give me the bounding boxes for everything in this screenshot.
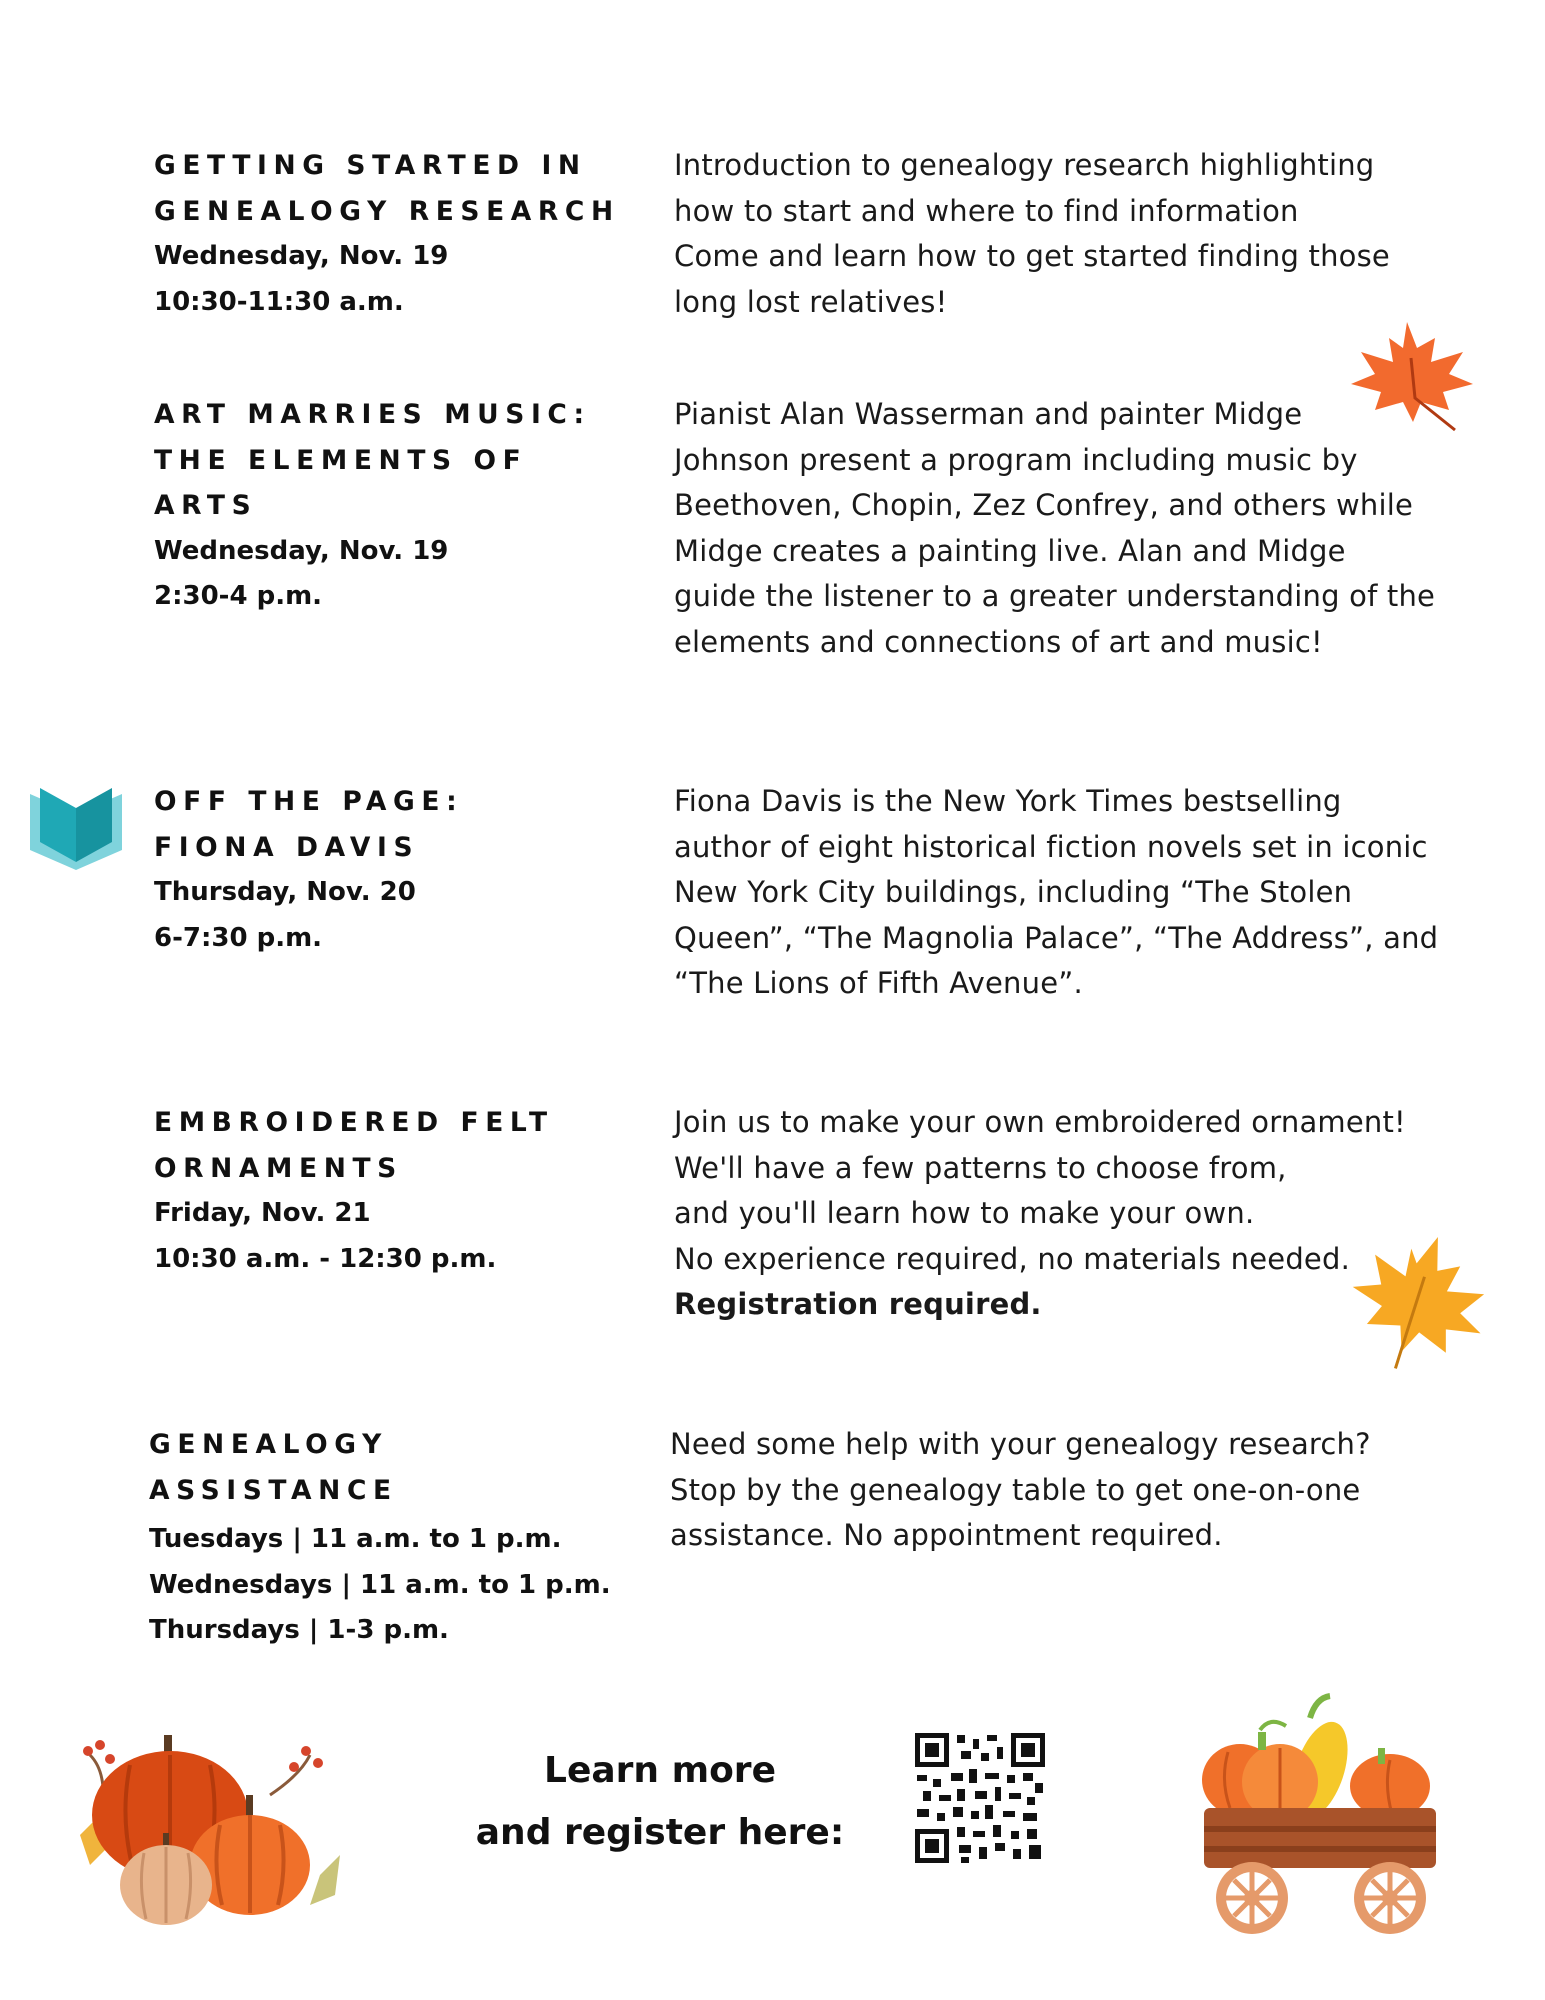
event-title-line: EMBROIDERED FELT — [154, 1107, 554, 1138]
schedule-line: Tuesdays | 11 a.m. to 1 p.m. — [149, 1524, 562, 1554]
qr-code-icon[interactable] — [915, 1733, 1045, 1863]
maple-leaf-red-icon — [1345, 318, 1475, 436]
cta-line-1: Learn more — [544, 1750, 776, 1791]
description-line: Stop by the genealogy table to get one-on-one — [670, 1472, 1361, 1507]
event-title-line: GETTING STARTED IN — [154, 150, 587, 181]
description-line: Queen”, “The Magnolia Palace”, “The Address”, and — [674, 920, 1439, 955]
event-time: 10:30-11:30 a.m. — [154, 286, 404, 317]
event-date: Wednesday, Nov. 19 — [154, 535, 449, 566]
description-line: guide the listener to a greater understanding of the — [674, 579, 1436, 613]
event-title-line: ASSISTANCE — [149, 1474, 398, 1506]
description-line: New York City buildings, including “The Stolen — [674, 875, 1353, 909]
event-date: Friday, Nov. 21 — [154, 1198, 371, 1228]
maple-leaf-yellow-icon — [1340, 1225, 1490, 1375]
event-title-line: FIONA DAVIS — [154, 831, 420, 863]
description-line: author of eight historical fiction novels set in iconic — [674, 829, 1428, 864]
description-line: Need some help with your genealogy research? — [670, 1427, 1371, 1461]
event-title-line: GENEALOGY — [149, 1429, 388, 1460]
event-title-line: THE ELEMENTS OF — [154, 444, 528, 476]
event-description — [674, 1100, 1414, 1328]
schedule-line: Wednesdays | 11 a.m. to 1 p.m. — [149, 1569, 611, 1600]
description-line: how to start and where to find information — [674, 193, 1299, 228]
schedule-line: Thursdays | 1-3 p.m. — [149, 1615, 449, 1645]
cta-text — [470, 1740, 850, 1864]
description-line: elements and connections of art and music! — [674, 624, 1323, 659]
event-description — [670, 1422, 1410, 1559]
event-date: Wednesday, Nov. 19 — [154, 241, 449, 271]
description-line: Johnson present a program including music by — [674, 442, 1358, 477]
event-time: 6-7:30 p.m. — [154, 922, 323, 953]
registration-required: Registration required. — [674, 1287, 1042, 1321]
event-info — [154, 779, 624, 961]
description-line: “The Lions of Fifth Avenue”. — [674, 966, 1083, 1000]
description-line: No experience required, no materials needed. — [674, 1241, 1350, 1276]
cta-line-2: and register here: — [475, 1812, 845, 1853]
description-line: assistance. No appointment required. — [670, 1518, 1223, 1552]
description-line: Fiona Davis is the New York Times bestselling — [674, 784, 1342, 818]
event-title-line: GENEALOGY RESEARCH — [154, 195, 620, 227]
description-line: Join us to make your own embroidered ornament! — [674, 1105, 1406, 1139]
event-info — [149, 1422, 619, 1654]
event-date: Thursday, Nov. 20 — [154, 877, 416, 907]
event-title-line: ARTS — [154, 490, 258, 521]
event-description — [674, 779, 1439, 1007]
event-description — [674, 392, 1436, 665]
description-line: Introduction to genealogy research highlighting — [674, 148, 1375, 182]
event-info — [154, 1100, 624, 1282]
event-title-line: ORNAMENTS — [154, 1152, 403, 1184]
event-time: 10:30 a.m. - 12:30 p.m. — [154, 1243, 497, 1274]
event-title-line: ART MARRIES MUSIC: — [154, 399, 591, 430]
description-line: Pianist Alan Wasserman and painter Midge — [674, 397, 1303, 431]
description-line: Come and learn how to get started finding those — [674, 239, 1390, 273]
pumpkin-wagon-icon — [1200, 1690, 1440, 1940]
event-info — [154, 143, 624, 325]
pumpkin-cluster-icon — [70, 1715, 350, 1935]
event-description — [674, 143, 1414, 325]
description-line: long lost relatives! — [674, 284, 948, 319]
open-book-icon — [26, 784, 126, 872]
description-line: Midge creates a painting live. Alan and Midge — [674, 533, 1346, 568]
description-line: Beethoven, Chopin, Zez Confrey, and others while — [674, 488, 1414, 522]
description-line: and you'll learn how to make your own. — [674, 1196, 1255, 1230]
event-title-line: OFF THE PAGE: — [154, 786, 464, 817]
event-info — [154, 392, 624, 620]
description-line: We'll have a few patterns to choose from, — [674, 1150, 1287, 1185]
event-time: 2:30-4 p.m. — [154, 581, 323, 611]
